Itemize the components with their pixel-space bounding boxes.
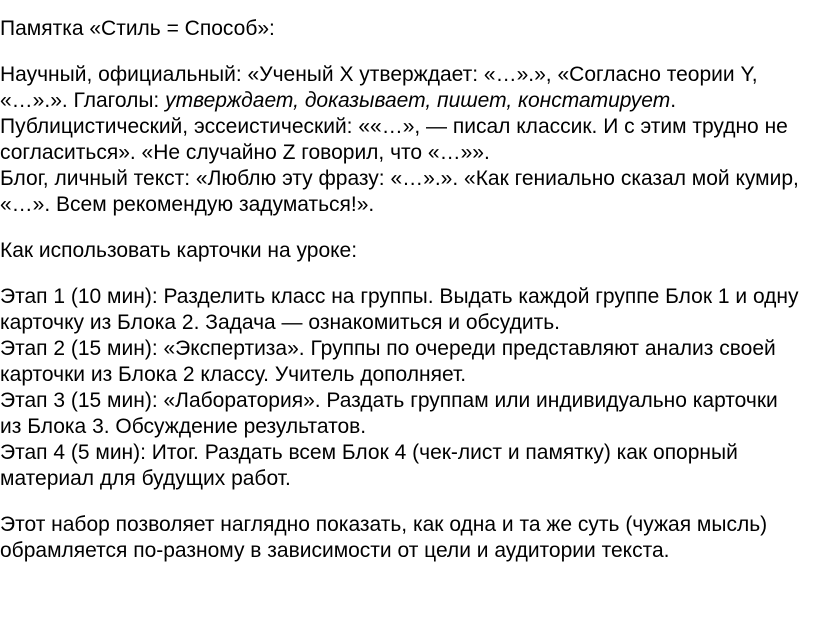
howto-heading-text: Как использовать карточки на уроке: <box>0 239 358 262</box>
publicistic-style-line-1: Публицистический, эссеистический: ««…», — писал классик. И с этим трудно не <box>0 115 788 138</box>
stage-2-line-1: Этап 2 (15 мин): «Экспертиза». Группы по очереди представляют анализ своей <box>0 337 776 360</box>
stage-3-line-2: из Блока 3. Обсуждение результатов. <box>0 415 367 438</box>
spacer <box>0 42 810 62</box>
conclusion-paragraph <box>0 512 810 564</box>
stage-2-line-2: карточки из Блока 2 классу. Учитель дополняет. <box>0 363 467 386</box>
memo-title-text: Памятка «Стиль = Способ»: <box>0 17 275 40</box>
stages-paragraph <box>0 284 810 492</box>
spacer <box>0 492 810 512</box>
spacer <box>0 218 810 238</box>
styles-paragraph <box>0 62 810 218</box>
stage-4-line-2: материал для будущих работ. <box>0 467 291 490</box>
stage-1-line-2: карточку из Блока 2. Задача — ознакомиться и обсудить. <box>0 311 560 334</box>
blog-style-line-1: Блог, личный текст: «Люблю эту фразу: «…».». «Как гениально сказал мой кумир, <box>0 167 799 190</box>
scientific-style-line-1: Научный, официальный: «Ученый X утверждает: «…».», «Согласно теории Y, <box>0 63 758 86</box>
publicistic-style-line-2: согласиться». «Не случайно Z говорил, что «…»». <box>0 141 490 164</box>
verbs-end: . <box>670 89 677 112</box>
document-page <box>0 16 810 564</box>
conclusion-line-1: Этот набор позволяет наглядно показать, как одна и та же суть (чужая мысль) <box>0 513 768 536</box>
howto-heading <box>0 238 810 264</box>
stage-4-line-1: Этап 4 (5 мин): Итог. Раздать всем Блок 4 (чек-лист и памятку) как опорный <box>0 441 738 464</box>
verbs-list: утверждает, доказывает, пишет, констатирует <box>165 89 671 112</box>
memo-title <box>0 16 810 42</box>
conclusion-line-2: обрамляется по-разному в зависимости от цели и аудитории текста. <box>0 539 670 562</box>
stage-1-line-1: Этап 1 (10 мин): Разделить класс на группы. Выдать каждой группе Блок 1 и одну <box>0 285 799 308</box>
scientific-style-line-2 <box>0 88 810 114</box>
blog-style-line-2: «…». Всем рекомендую задуматься!». <box>0 193 375 216</box>
stage-3-line-1: Этап 3 (15 мин): «Лаборатория». Раздать группам или индивидуально карточки <box>0 389 778 412</box>
spacer <box>0 264 810 284</box>
verbs-label: «…».». Глаголы: <box>0 89 166 112</box>
